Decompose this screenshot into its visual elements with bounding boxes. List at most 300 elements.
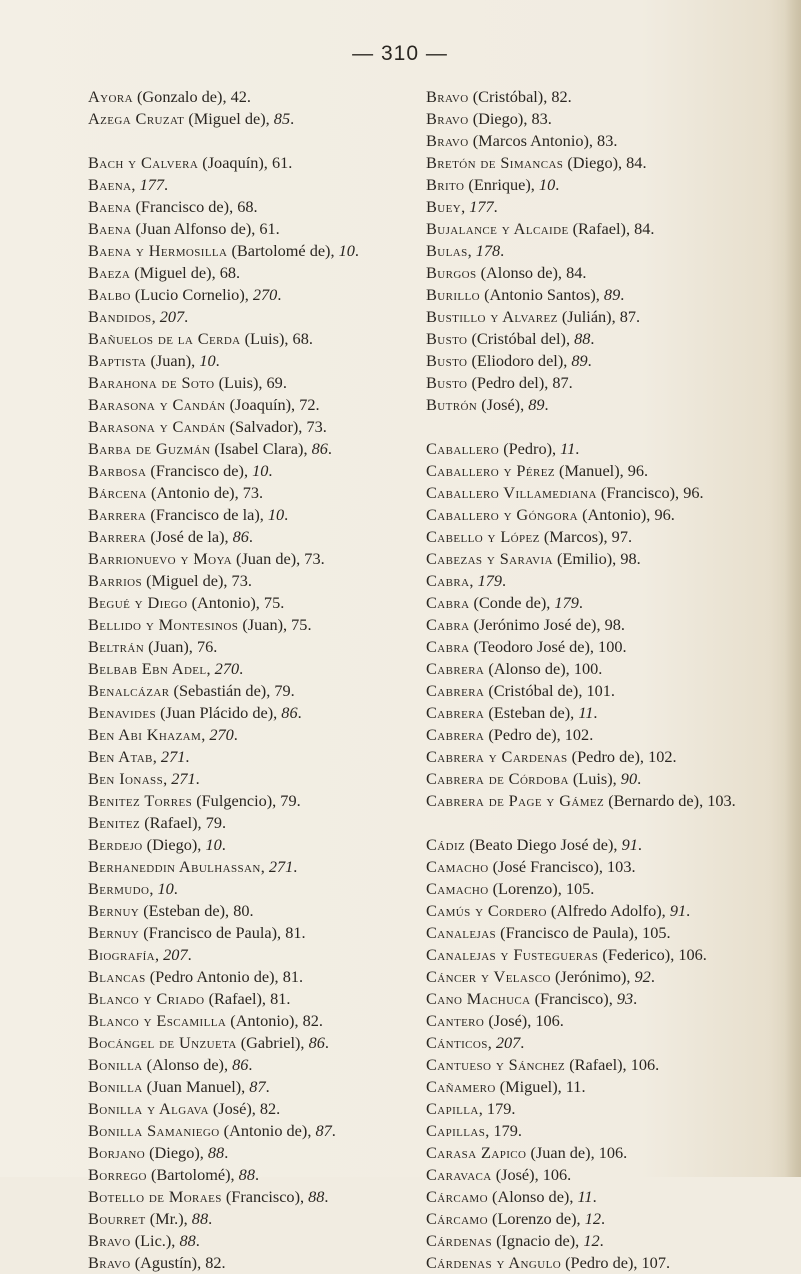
entry-detail: (Mr.), [145, 1209, 192, 1228]
index-entry [88, 1010, 413, 1032]
entry-period: . [702, 945, 707, 964]
entry-detail: (Francisco de), [146, 461, 253, 480]
entry-period: . [582, 263, 587, 282]
entry-period: . [511, 1099, 516, 1118]
entry-surname: Baena [88, 219, 132, 238]
entry-page-ref: 271 [171, 769, 196, 788]
index-entry [426, 724, 801, 746]
index-entry [426, 922, 801, 944]
entry-page-ref: 97 [611, 527, 628, 546]
index-entry [88, 86, 413, 108]
entry-page-ref: 178 [475, 241, 501, 260]
entry-period: . [598, 659, 603, 678]
entry-page-ref: 92 [634, 967, 651, 986]
entry-detail: , [151, 307, 160, 326]
entry-page-ref: 11 [560, 439, 576, 458]
entry-surname: Cabrera [426, 659, 485, 678]
entry-surname: Blanco y Criado [88, 989, 205, 1008]
entry-page-ref: 73 [242, 483, 260, 502]
entry-detail: (Marcos), [539, 527, 612, 546]
entry-period: . [233, 725, 238, 744]
entry-page-ref: 88 [191, 1209, 209, 1228]
entry-detail: (Cristóbal), [468, 87, 552, 106]
entry-period: . [221, 1253, 226, 1272]
entry-period: . [307, 615, 312, 634]
index-entry [88, 284, 413, 306]
entry-detail: (Rafael), [565, 1055, 631, 1074]
entry-detail: (José de la), [146, 527, 233, 546]
entry-page-ref: 12 [583, 1231, 600, 1250]
entry-period: . [672, 747, 677, 766]
index-entry [88, 922, 413, 944]
entry-period: . [249, 901, 254, 920]
index-entry [88, 790, 413, 812]
entry-detail: (Cristóbal del), [467, 329, 575, 348]
entry-period: . [636, 307, 641, 326]
entry-period: . [493, 197, 498, 216]
entry-surname: Bárcena [88, 483, 147, 502]
entry-period: . [277, 285, 282, 304]
entry-period: . [268, 461, 273, 480]
entry-detail: (Gonzalo de), [132, 87, 231, 106]
entry-page-ref: 207 [163, 945, 188, 964]
index-column-right [426, 86, 801, 1274]
entry-detail: (Beato Diego José de), [465, 835, 622, 854]
entry-period: . [587, 351, 592, 370]
entry-period: . [327, 439, 332, 458]
entry-period: . [184, 307, 189, 326]
entry-period: . [308, 329, 313, 348]
entry-surname: Cabra [426, 615, 470, 634]
index-entry [88, 262, 413, 284]
index-entry [426, 1010, 801, 1032]
entry-surname: Caballero y Pérez [426, 461, 555, 480]
entry-detail: , [152, 747, 161, 766]
index-entry [88, 658, 413, 680]
entry-surname: Bach y Calvera [88, 153, 199, 172]
entry-detail: (Alonso de), [476, 263, 567, 282]
entry-detail: (José), [208, 1099, 260, 1118]
entry-period: . [600, 1209, 606, 1228]
entry-surname: Cañamero [426, 1077, 496, 1096]
entry-surname: Botello de Moraes [88, 1187, 222, 1206]
entry-detail: (Luis), [240, 329, 293, 348]
index-entry [88, 1252, 413, 1274]
entry-detail: , [487, 1033, 496, 1052]
index-entry [88, 1142, 413, 1164]
entry-detail: (Bernardo de), [604, 791, 708, 810]
entry-surname: Blanco y Escamilla [88, 1011, 227, 1030]
index-entry [426, 262, 801, 284]
index-entry [426, 988, 801, 1010]
index-entry [88, 306, 413, 328]
entry-detail: (Pedro Antonio de), [145, 967, 283, 986]
entry-page-ref: 86 [232, 1055, 249, 1074]
entry-page-ref: 83 [531, 109, 548, 128]
entry-page-ref: 88 [207, 1143, 225, 1162]
entry-detail: (Diego), [468, 109, 532, 128]
entry-detail: (Diego), [563, 153, 627, 172]
entry-detail: (Lorenzo), [488, 879, 566, 898]
entry-surname: Bourret [88, 1209, 146, 1228]
entry-detail: (Emilio), [552, 549, 621, 568]
entry-period: . [547, 109, 552, 128]
entry-page-ref: 270 [214, 659, 240, 678]
entry-page-ref: 86 [308, 1033, 325, 1052]
entry-surname: Barasona y Candán [88, 395, 226, 414]
entry-surname: Cantero [426, 1011, 485, 1030]
entry-detail: (Antonio Santos), [480, 285, 604, 304]
entry-detail: (Alonso de), [484, 659, 574, 678]
entry-page-ref: 207 [495, 1033, 521, 1052]
entry-surname: Cabezas y Saravia [426, 549, 553, 568]
entry-page-ref: 86 [281, 703, 298, 722]
entry-period: . [699, 483, 704, 502]
index-entry [426, 218, 801, 240]
index-entry [426, 394, 801, 416]
entry-detail: , [155, 945, 164, 964]
entry-surname: Ayora [88, 87, 133, 106]
entry-period: . [224, 1143, 229, 1162]
entry-surname: Begué y Diego [88, 593, 188, 612]
entry-surname: Azega Cruzat [88, 109, 185, 128]
index-entry [88, 548, 413, 570]
entry-surname: Caballero [426, 439, 500, 458]
entry-surname: Benitez Torres [88, 791, 193, 810]
entry-page-ref: 11 [577, 1187, 593, 1206]
entry-page-ref: 179 [477, 571, 502, 590]
entry-detail: , [163, 769, 172, 788]
entry-page-ref: 271 [160, 747, 186, 766]
entry-detail: , [461, 197, 470, 216]
entry-detail: , [131, 175, 140, 194]
entry-surname: Barba de Guzmán [88, 439, 211, 458]
entry-surname: Barrera [88, 505, 147, 524]
entry-page-ref: 177 [139, 175, 164, 194]
entry-detail: (Manuel), [554, 461, 628, 480]
index-entry [426, 746, 801, 768]
entry-page-ref: 89 [571, 351, 588, 370]
index-entry [426, 1098, 801, 1120]
entry-detail: , [469, 571, 478, 590]
entry-page-ref: 10 [338, 241, 355, 260]
entry-detail: (Rafael), [140, 813, 206, 832]
entry-surname: Brito [426, 175, 465, 194]
entry-period: . [187, 945, 192, 964]
entry-detail: (Francisco), [596, 483, 684, 502]
entry-period: . [315, 395, 320, 414]
entry-surname: Ben Atab [88, 747, 153, 766]
entry-period: . [320, 549, 325, 568]
entry-surname: Barasona y Candán [88, 417, 226, 436]
entry-page-ref: 89 [528, 395, 545, 414]
entry-page-ref: 98 [604, 615, 621, 634]
entry-detail: (Francisco de), [131, 197, 238, 216]
index-entry [426, 1164, 801, 1186]
entry-detail: (Juan Alfonso de), [131, 219, 260, 238]
index-entry [88, 746, 413, 768]
entry-surname: Baptista [88, 351, 147, 370]
entry-detail: (Conde de), [469, 593, 555, 612]
entry-period: . [331, 1121, 336, 1140]
entry-period: . [247, 571, 252, 590]
entry-surname: Bretón de Simancas [426, 153, 564, 172]
index-entry [88, 768, 413, 790]
entry-surname: Benavides [88, 703, 157, 722]
index-entry [426, 658, 801, 680]
entry-surname: Borrego [88, 1165, 147, 1184]
entry-page-ref: 10 [252, 461, 269, 480]
index-entry [88, 878, 413, 900]
entry-page-ref: 87 [619, 307, 637, 326]
index-entry [426, 460, 801, 482]
index-entry [426, 350, 801, 372]
index-entry [426, 878, 801, 900]
entry-period: . [555, 175, 560, 194]
entry-page-ref: 179 [486, 1099, 512, 1118]
entry-page-ref: 85 [273, 109, 291, 128]
entry-surname: Borjano [88, 1143, 146, 1162]
entry-surname: Bravo [88, 1231, 131, 1250]
entry-page-ref: 105 [642, 923, 667, 942]
entry-surname: Bustillo y Alvarez [426, 307, 558, 326]
entry-surname: Blancas [88, 967, 146, 986]
entry-surname: Butrón [426, 395, 478, 414]
entry-period: . [642, 153, 647, 172]
entry-detail: (Juan de), [231, 549, 305, 568]
entry-detail: (José), [484, 1011, 536, 1030]
entry-detail: (Jerónimo José de), [469, 615, 605, 634]
entry-page-ref: 102 [564, 725, 590, 744]
entry-surname: Bravo [426, 131, 469, 150]
index-entry [88, 526, 413, 548]
entry-surname: Cárdenas [426, 1231, 493, 1250]
entry-surname: Cabrera [426, 725, 485, 744]
entry-detail: (Joaquín), [225, 395, 300, 414]
entry-period: . [248, 1055, 253, 1074]
entry-period: . [208, 1209, 213, 1228]
index-entry [426, 504, 801, 526]
entry-period: . [589, 725, 594, 744]
entry-page-ref: 11 [578, 703, 594, 722]
entry-page-ref: 84 [626, 153, 643, 172]
entry-surname: Capillas [426, 1121, 486, 1140]
index-entry [426, 372, 801, 394]
entry-surname: Cabra [426, 571, 470, 590]
entry-detail: (Bartolomé de), [227, 241, 339, 260]
index-entry [426, 1054, 801, 1076]
entry-page-ref: 10 [199, 351, 216, 370]
entry-page-ref: 107 [641, 1253, 666, 1272]
entry-surname: Busto [426, 351, 468, 370]
index-entry [88, 328, 413, 350]
entry-detail: (Francisco), [221, 1187, 309, 1206]
entry-detail: (Antonio), [226, 1011, 303, 1030]
entry-page-ref: 79 [205, 813, 222, 832]
index-entry [426, 548, 801, 570]
entry-surname: Cáncer y Velasco [426, 967, 551, 986]
index-entry [426, 284, 801, 306]
entry-page-ref: 86 [232, 527, 249, 546]
entry-period: . [500, 241, 505, 260]
index-entry [88, 592, 413, 614]
entry-detail: (Luis), [568, 769, 621, 788]
index-entry [426, 306, 801, 328]
entry-page-ref: 88 [238, 1165, 255, 1184]
index-entry [88, 416, 413, 438]
index-entry [88, 1054, 413, 1076]
entry-surname: Barrionuevo y Moya [88, 549, 232, 568]
entry-page-ref: 68 [237, 197, 254, 216]
entry-page-ref: 82 [205, 1253, 222, 1272]
entry-surname: Camús y Cordero [426, 901, 547, 920]
entry-page-ref: 93 [616, 989, 634, 1008]
entry-surname: Cabello y López [426, 527, 540, 546]
entry-detail: (Alonso de), [142, 1055, 233, 1074]
index-entry [88, 570, 413, 592]
entry-period: . [296, 791, 301, 810]
entry-page-ref: 96 [683, 483, 700, 502]
index-entry [88, 482, 413, 504]
entry-page-ref: 79 [274, 681, 291, 700]
index-entry [88, 1120, 413, 1142]
entry-period: . [195, 769, 200, 788]
entry-surname: Canalejas y Fustegueras [426, 945, 599, 964]
index-entry [426, 196, 801, 218]
index-entry [88, 724, 413, 746]
entry-period: . [239, 659, 244, 678]
entry-surname: Busto [426, 373, 468, 392]
entry-surname: Bonilla y Algava [88, 1099, 209, 1118]
entry-detail: (Miguel de), [130, 263, 220, 282]
entry-detail: (Antonio de), [219, 1121, 316, 1140]
entry-surname: Cárcamo [426, 1209, 488, 1228]
entry-detail: (Juan), [146, 351, 200, 370]
index-entry [88, 152, 413, 174]
entry-page-ref: 73 [306, 417, 323, 436]
entry-page-ref: 88 [574, 329, 591, 348]
entry-period: . [590, 329, 595, 348]
entry-page-ref: 42 [230, 87, 247, 106]
entry-page-ref: 73 [304, 549, 321, 568]
entry-period: . [290, 681, 295, 700]
entry-page-ref: 69 [266, 373, 283, 392]
entry-surname: Bravo [426, 109, 469, 128]
entry-page-ref: 76 [196, 637, 214, 656]
entry-page-ref: 91 [621, 835, 638, 854]
entry-period: . [627, 527, 633, 546]
entry-surname: Balbo [88, 285, 131, 304]
entry-detail: (Francisco de Paula), [139, 923, 286, 942]
entry-period: . [324, 1187, 329, 1206]
entry-detail: (José), [477, 395, 529, 414]
entry-period: . [633, 989, 638, 1008]
entry-period: . [636, 549, 641, 568]
index-entry [88, 614, 413, 636]
entry-detail: (Juan), [238, 615, 292, 634]
entry-surname: Bravo [88, 1253, 131, 1272]
entry-page-ref: 96 [654, 505, 671, 524]
index-entry [88, 108, 413, 130]
entry-surname: Burgos [426, 263, 477, 282]
entry-period: . [259, 483, 264, 502]
entry-page-ref: 11 [565, 1077, 582, 1096]
entry-period: . [322, 417, 327, 436]
entry-period: . [297, 703, 302, 722]
index-entry [88, 460, 413, 482]
entry-period: . [286, 989, 291, 1008]
entry-page-ref: 80 [233, 901, 250, 920]
entry-surname: Belbab Ebn Adel [88, 659, 207, 678]
entry-period: . [354, 241, 359, 260]
entry-detail: (Pedro), [499, 439, 561, 458]
entry-surname: Cabra [426, 593, 470, 612]
index-entry [426, 328, 801, 350]
entry-detail: (Agustín), [130, 1253, 206, 1272]
entry-page-ref: 271 [268, 857, 294, 876]
entry-surname: Bonilla [88, 1077, 143, 1096]
entry-detail: (Antonio de), [146, 483, 243, 502]
entry-period: . [650, 967, 655, 986]
entry-period: . [665, 1253, 671, 1272]
entry-page-ref: 82 [551, 87, 568, 106]
index-entry [88, 218, 413, 240]
entry-page-ref: 75 [291, 615, 308, 634]
entry-period: . [637, 835, 642, 854]
index-entry [426, 592, 801, 614]
entry-period: . [610, 681, 615, 700]
entry-surname: Cánticos [426, 1033, 488, 1052]
entry-detail: (Francisco), [530, 989, 617, 1008]
index-column-left [88, 86, 413, 1274]
entry-detail: (Juan Manuel), [142, 1077, 250, 1096]
index-entry [426, 636, 801, 658]
entry-surname: Bañuelos de la Cerda [88, 329, 241, 348]
index-entry [426, 130, 801, 152]
entry-detail: (José), [491, 1165, 543, 1184]
entry-period: . [284, 505, 289, 524]
entry-period: . [173, 879, 178, 898]
entry-period: . [567, 87, 572, 106]
entry-period: . [517, 1121, 522, 1140]
entry-detail: (Rafael), [204, 989, 271, 1008]
entry-surname: Bravo [426, 87, 469, 106]
entry-period: . [731, 791, 736, 810]
entry-surname: Bermudo [88, 879, 150, 898]
entry-surname: Bonilla [88, 1055, 143, 1074]
entry-period: . [578, 593, 583, 612]
entry-surname: Cabrera [426, 681, 485, 700]
index-entry [88, 372, 413, 394]
entry-period: . [163, 175, 169, 194]
index-entry [88, 504, 413, 526]
entry-period: . [215, 351, 220, 370]
entry-page-ref: 105 [565, 879, 591, 898]
entry-period: . [293, 857, 298, 876]
entry-period: . [559, 1011, 564, 1030]
entry-period: . [254, 1165, 260, 1184]
entry-page-ref: 270 [209, 725, 234, 744]
entry-period: . [670, 505, 675, 524]
index-entry [426, 526, 801, 548]
index-entry [426, 108, 801, 130]
entry-period: . [324, 1033, 329, 1052]
entry-detail: (Francisco de la), [146, 505, 268, 524]
index-entry [88, 1164, 413, 1186]
entry-detail: (Miguel de), [142, 571, 232, 590]
entry-surname: Barbosa [88, 461, 147, 480]
entry-surname: Camacho [426, 857, 489, 876]
